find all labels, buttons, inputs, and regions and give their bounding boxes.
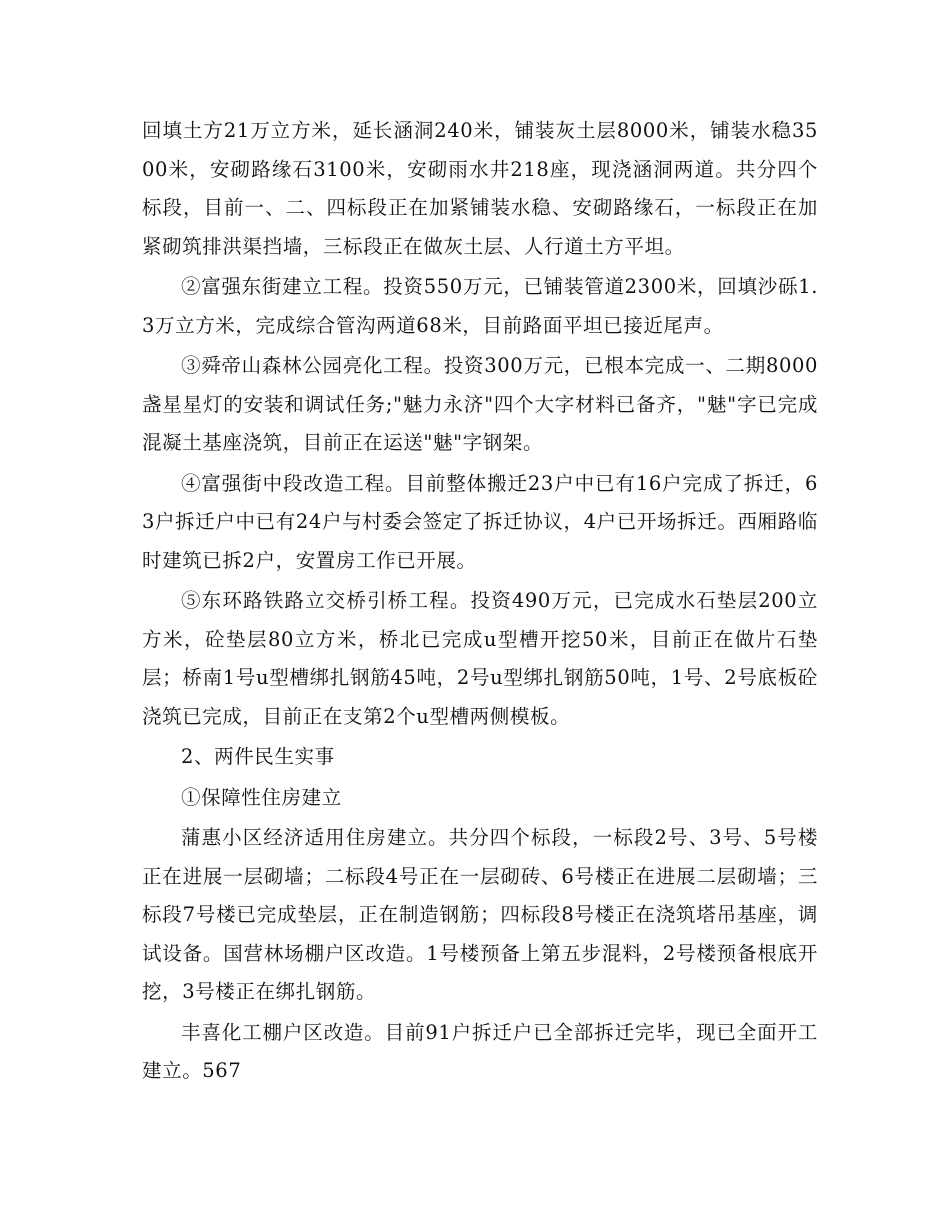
paragraph-fuqiang-street-renovation: ④富强街中段改造工程。目前整体搬迁23户中已有16户完成了拆迁，63户拆迁户中已有24户与村委会签定了拆迁协议，4户已开场拆迁。西厢路临时建筑已拆2户，安置房工作已开展。 [142, 471, 818, 572]
paragraph-shundi-mountain-lighting: ③舜帝山森林公园亮化工程。投资300万元，已根本完成一、二期8000盏星星灯的安装和调试任务;"魅力永济"四个大字材料已备齐，"魅"字已完成混凝土基座浇筑，目前正在运送"魅"字钢架。 [142, 354, 819, 454]
paragraph-puhui-housing: 蒲惠小区经济适用住房建立。共分四个标段，一标段2号、3号、5号楼正在进展一层砌墙；二标段4号正在一层砌砖、6号楼正在进展二层砌墙；三标段7号楼已完成垫层，正在制造钢筋；四标段8号楼正在浇筑塔吊基座，调试设备。国营林场棚户区改造。1号楼预备上第五步混料，2号楼预备根底开挖，3号楼正在绑扎钢筋。 [142, 826, 818, 1003]
document-body [142, 112, 818, 1091]
paragraph-backfill-summary: 回填土方21万立方米，延长涵洞240米，铺装灰土层8000米，铺装水稳3500米，安砌路缘石3100米，安砌雨水井218座，现浇涵洞两道。共分四个标段，目前一、二、四标段正在加紧铺装水稳、安砌路缘石，一标段正在加紧砌筑排洪渠挡墙，三标段正在做灰土层、人行道土方平坦。 [142, 119, 818, 258]
paragraph-fuqiang-east-street: ②富强东街建立工程。投资550万元，已铺装管道2300米，回填沙砾1.3万立方米，完成综合管沟两道68米，目前路面平坦已接近尾声。 [142, 275, 818, 337]
paragraph-donghuan-road-bridge: ⑤东环路铁路立交桥引桥工程。投资490万元，已完成水石垫层200立方米，砼垫层80立方米，桥北已完成u型槽开挖50米，目前正在做片石垫层；桥南1号u型槽绑扎钢筋45吨，2号u型绑扎钢筋50吨，1号、2号底板砼浇筑已完成，目前正在支第2个u型槽两侧模板。 [142, 589, 818, 728]
subsection-heading-housing: ①保障性住房建立 [181, 785, 342, 809]
section-heading-livelihood: 2、两件民生实事 [181, 745, 335, 768]
paragraph-fengxi-renovation: 丰喜化工棚户区改造。目前91户拆迁户已全部拆迁完毕，现已全面开工建立。567 [142, 1020, 818, 1082]
